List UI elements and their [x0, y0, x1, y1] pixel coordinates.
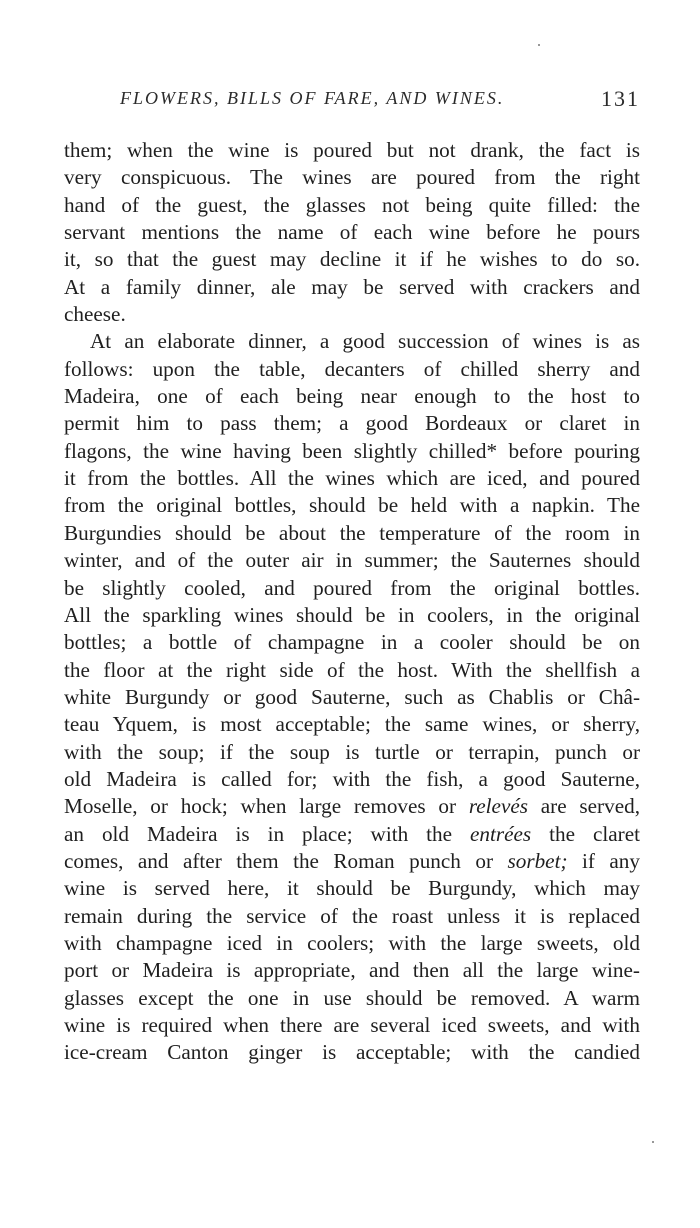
body-text: [64, 137, 640, 1067]
paper-speck: [538, 44, 540, 46]
text-line: glasses except the one in use should be removed. A warm: [64, 985, 640, 1010]
text-line: the floor at the right side of the host. With the shellfish a: [64, 657, 640, 682]
text-line: with the soup; if the soup is turtle or terrapin, punch or: [64, 739, 640, 764]
text-line: it from the bottles. All the wines which are iced, and poured: [64, 466, 640, 491]
italic-word: relevés: [468, 794, 529, 819]
text-line-paragraph-start: At an elaborate dinner, a good succession of wines is as: [90, 329, 640, 354]
text-line: At a family dinner, ale may be served with crackers and: [64, 274, 640, 299]
text-line: old Madeira is called for; with the fish, a good Sauterne,: [64, 766, 640, 791]
text-line: white Burgundy or good Sauterne, such as Chablis or Châ-: [64, 684, 640, 709]
text-line: teau Yquem, is most acceptable; the same wines, or sherry,: [64, 712, 640, 737]
text-run: the claret: [531, 821, 640, 846]
text-line: with champagne iced in coolers; with the large sweets, old: [64, 930, 640, 955]
text-line: them; when the wine is poured but not drank, the fact is: [64, 138, 640, 162]
text-line: port or Madeira is appropriate, and then all the large wine-: [64, 958, 640, 983]
text-line: it, so that the guest may decline it if he wishes to do so.: [64, 247, 640, 272]
text-line: All the sparkling wines should be in coolers, in the original: [64, 602, 640, 627]
running-title: FLOWERS, BILLS OF FARE, AND WINES.: [120, 88, 505, 108]
text-line: servant mentions the name of each wine before he pours: [64, 220, 640, 245]
text-run: Moselle, or hock; when large removes or: [64, 794, 469, 819]
text-run: if any: [567, 848, 640, 873]
italic-word: sorbet;: [507, 848, 568, 873]
text-line: wine is required when there are several iced sweets, and with: [64, 1013, 640, 1037]
text-line: winter, and of the outer air in summer; the Sauternes should: [64, 548, 640, 573]
text-line: permit him to pass them; a good Bordeaux or claret in: [64, 411, 640, 436]
text-line: flagons, the wine having been slightly chilled* before pouring: [64, 438, 640, 463]
text-line: [64, 848, 640, 875]
text-line: be slightly cooled, and poured from the original bottles.: [64, 575, 640, 600]
text-line: follows: upon the table, decanters of chilled sherry and: [64, 356, 640, 381]
running-head: [64, 88, 642, 116]
italic-word: entrées: [469, 821, 532, 846]
text-line: [64, 821, 640, 848]
paper-speck: [652, 1141, 654, 1143]
text-line: cheese.: [64, 302, 126, 327]
text-line: remain during the service of the roast unless it is replaced: [64, 903, 640, 928]
text-run: an old Madeira is in place; with the: [64, 821, 470, 846]
text-line: Madeira, one of each being near enough to the host to: [64, 384, 640, 409]
text-run: comes, and after them the Roman punch or: [64, 848, 508, 873]
text-line: ice-cream Canton ginger is acceptable; with the candied: [64, 1040, 640, 1065]
page-number: 131: [601, 86, 640, 111]
text-line: Burgundies should be about the temperature of the room in: [64, 520, 640, 545]
text-line: hand of the guest, the glasses not being quite filled: the: [64, 192, 640, 217]
text-run: are served,: [528, 794, 640, 819]
text-line: from the original bottles, should be held with a napkin. The: [64, 493, 640, 518]
text-line: bottles; a bottle of champagne in a cooler should be on: [64, 630, 640, 655]
text-line: very conspicuous. The wines are poured from the right: [64, 165, 640, 190]
text-line: [64, 793, 640, 820]
text-line: wine is served here, it should be Burgundy, which may: [64, 876, 640, 901]
